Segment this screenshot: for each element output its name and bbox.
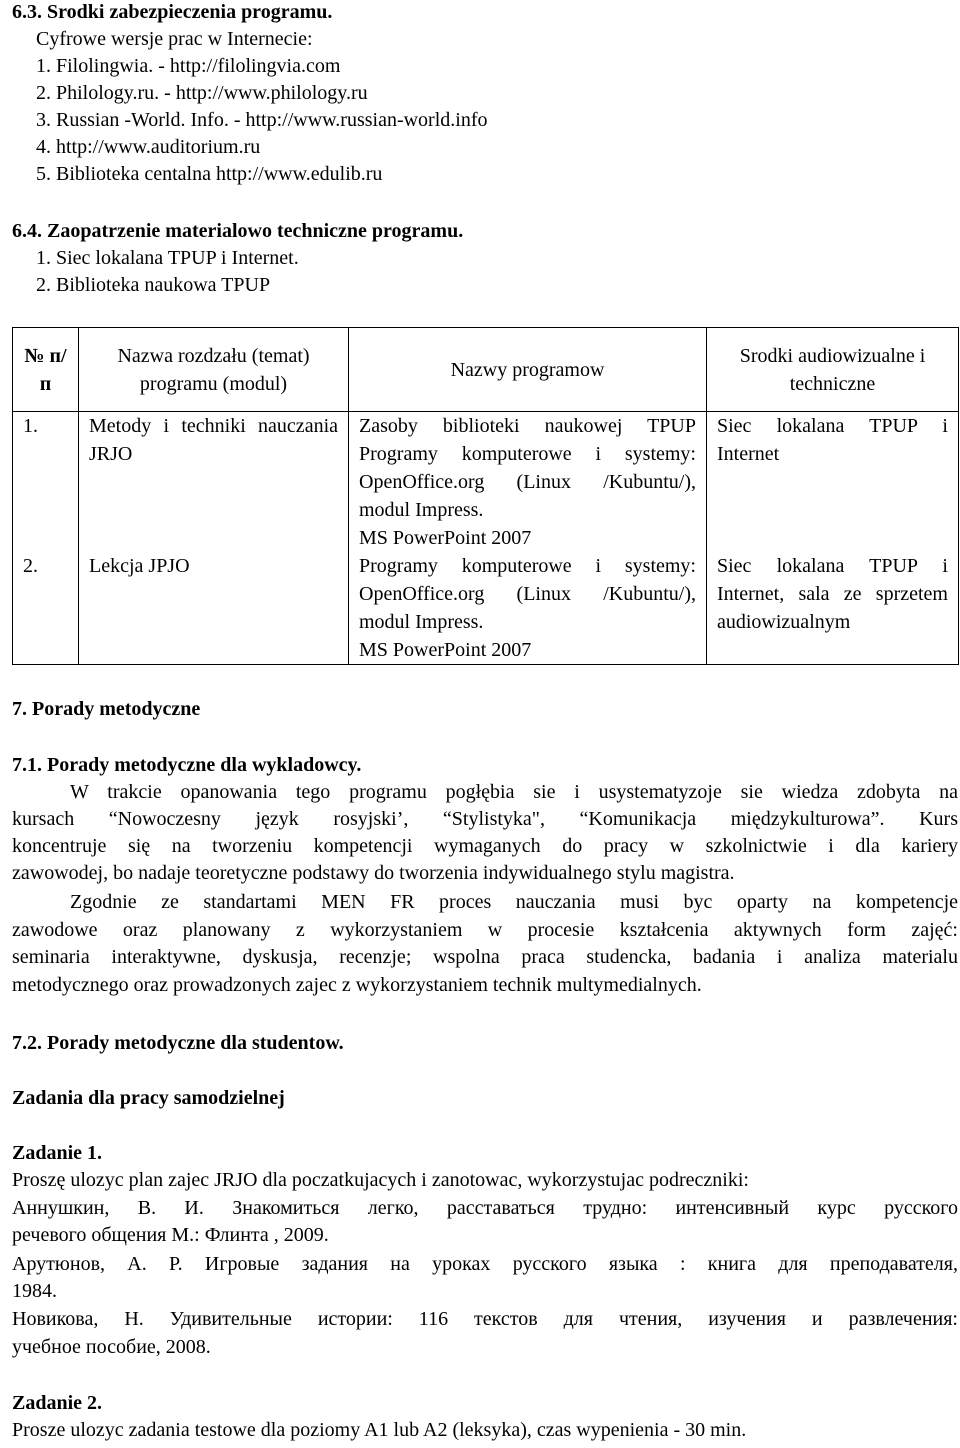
task-1-title: Zadanie 1. <box>12 1142 103 1164</box>
header-programs: Nazwy programow <box>349 328 707 412</box>
cell-means: Siec lokalana TPUP i Internet, sala ze sprzetem audiowizualnym <box>707 552 959 665</box>
link-item: 3. Russian -World. Info. - http://www.russian-world.info <box>36 109 488 131</box>
task-line: Proszę ulozyc plan zajec JRJO dla poczatkujacych i zanotowac, wykorzystujac podreczniki: <box>12 1169 749 1191</box>
link-item: 4. http://www.auditorium.ru <box>36 136 261 158</box>
cell-means: Siec lokalana TPUP i Internet <box>707 412 959 553</box>
paragraph-line: kursach “Nowoczesny język rosyjski’, “Stylistyka", “Komunikacja międzykulturowa”. Kurs <box>12 808 958 830</box>
paragraph-line: W trakcie opanowania tego programu pogłębia sie i usystematyzoje sie wiedza zdobyta na <box>70 781 958 803</box>
section-7-2-title: 7.2. Porady metodyczne dla studentow. <box>12 1032 344 1054</box>
programs-text: Programy komputerowe i systemy: OpenOffice.org (Linux /Kubuntu/), modul Impress. <box>359 555 696 633</box>
program-table <box>12 327 959 665</box>
list-item: 2. Biblioteka naukowa TPUP <box>36 274 271 296</box>
paragraph-line: seminaria interaktywne, dyskusja, recenzje; wspolna praca studencka, badania i analiza materialu <box>12 946 958 968</box>
link-item: 2. Philology.ru. - http://www.philology.ru <box>36 82 368 104</box>
cell-no: 1. <box>13 412 79 553</box>
paragraph-line: zawowodej, bo nadaje teoretyczne podstawy do tworzenia indywidualnego stylu magistra. <box>12 862 735 884</box>
section-7-1-title: 7.1. Porady metodyczne dla wykladowcy. <box>12 754 362 776</box>
task-line: Аннушкин, В. И. Знакомиться легко, расставаться трудно: интенсивный курс русского <box>12 1197 958 1219</box>
task-line: Арутюнов, А. Р. Игровые задания на уроках русского языка : книга для преподавателя, <box>12 1253 958 1275</box>
paragraph-line: zawodowe oraz planowany z wykorzystaniem w procesie kształcenia aktywnych form zajęć: <box>12 919 958 941</box>
header-no: № п/п <box>13 328 79 412</box>
section-6-3-intro: Cyfrowe wersje prac w Internecie: <box>36 28 313 50</box>
task-line: Новикова, Н. Удивительные истории: 116 текстов для чтения, изучения и развлечения: <box>12 1308 958 1330</box>
cell-name: Lekcja JPJO <box>79 552 349 665</box>
paragraph-line: koncentruje się na tworzeniu kompetencji wymaganych do pracy w szkolnictwie i dla kariery <box>12 835 958 857</box>
list-item: 1. Siec lokalana TPUP i Internet. <box>36 247 299 269</box>
task-line: 1984. <box>12 1280 57 1302</box>
section-6-4-title: 6.4. Zaopatrzenie materialowo techniczne programu. <box>12 220 464 242</box>
task-2-title: Zadanie 2. <box>12 1392 103 1414</box>
cell-programs <box>349 412 707 553</box>
section-6-3-title: 6.3. Srodki zabezpieczenia programu. <box>12 1 333 23</box>
task-line: Prosze ulozyc zadania testowe dla poziomy A1 lub A2 (leksyka), czas wypenienia - 30 min. <box>12 1419 747 1441</box>
link-item: 1. Filolingwia. - http://filolingvia.com <box>36 55 341 77</box>
table-header-row <box>13 328 959 412</box>
paragraph-line: Zgodnie ze standartami MEN FR proces nauczania musi byc oparty na kompetencje <box>70 891 958 913</box>
tasks-title: Zadania dla pracy samodzielnej <box>12 1087 285 1109</box>
table-row <box>13 552 959 665</box>
link-item: 5. Biblioteka centalna http://www.edulib.ru <box>36 163 383 185</box>
header-name: Nazwa rozdzału (temat) programu (modul) <box>79 328 349 412</box>
programs-text: MS PowerPoint 2007 <box>359 639 532 661</box>
cell-name: Metody i techniki nauczania JRJO <box>79 412 349 553</box>
section-7-title: 7. Porady metodyczne <box>12 698 201 720</box>
cell-no: 2. <box>13 552 79 665</box>
header-means: Srodki audiowizualne i techniczne <box>707 328 959 412</box>
table-row <box>13 412 959 553</box>
paragraph-line: metodycznego oraz prowadzonych zajec z wykorzystaniem technik multymedialnych. <box>12 974 702 996</box>
task-line: речевого общения М.: Флинта , 2009. <box>12 1224 329 1246</box>
cell-programs <box>349 552 707 665</box>
programs-text: Zasoby biblioteki naukowej TPUP Programy komputerowe i systemy: OpenOffice.org (Linux /Kubuntu/), modul Impress. <box>359 415 696 521</box>
programs-text: MS PowerPoint 2007 <box>359 527 532 549</box>
task-line: учебное пособие, 2008. <box>12 1336 211 1358</box>
